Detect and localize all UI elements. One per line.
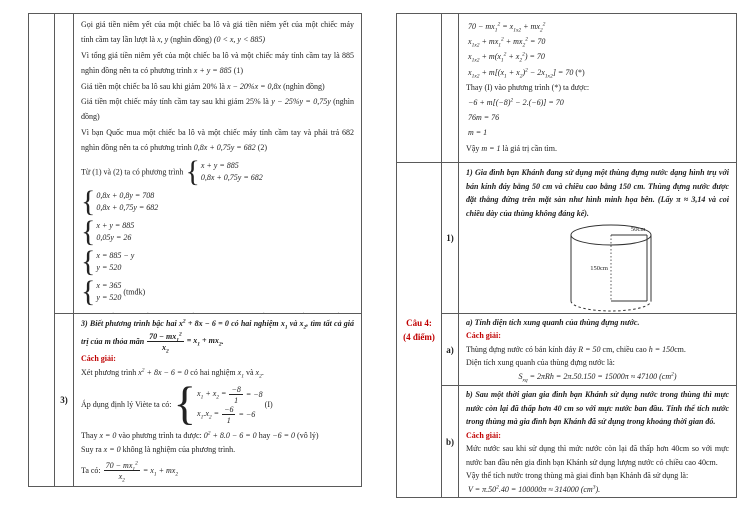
doc-line: b) Sau một thời gian gia đình bạn Khánh sử dụng nước trong thùng thì mực nước còn lại đã thấp hơn 40 cm so với mực nước ban đầu. Tính thể tích nước trong thùng mà gia đình bạn Khánh đã sử dụng trong khoảng thời gian đó. bbox=[466, 390, 729, 426]
doc-line: $S_{xq} = 2\pi Rh = 2\pi.50.150 = 15000\pi \approx 47100$ $(cm^2)$ bbox=[518, 370, 677, 384]
page-right-main bbox=[397, 14, 736, 497]
row-part-a bbox=[442, 314, 736, 386]
doc-line: Giá tiền một chiếc ba lô sau khi giảm 20% là x − 20%x = 0,8x (nghìn đồng) bbox=[81, 81, 325, 91]
question4-points: (4 điểm) bbox=[403, 332, 435, 342]
row-part-b bbox=[442, 386, 736, 497]
doc-line: $-6 + m[(-8)^2 - 2.(-6)] = 70$ bbox=[468, 97, 564, 108]
doc-line: Vậy m = 1 là giá trị cần tìm. bbox=[466, 143, 557, 153]
question4-rows bbox=[442, 163, 736, 497]
solution-content bbox=[459, 314, 736, 385]
question4-label: Câu 4: bbox=[406, 318, 432, 328]
doc-line: Áp dụng định lý Viète ta có: { $x_1 + x_2$ = $\frac{-8}{1}$ = −8 $x_1.x_2$ = $\frac{-6}{1}$ = −6 (I) bbox=[81, 377, 273, 430]
doc-line: a) Tính diện tích xung quanh của thùng đựng nước. bbox=[466, 318, 640, 327]
row-question4-group bbox=[397, 163, 736, 497]
doc-line: Cách giải: bbox=[81, 353, 116, 363]
doc-line bbox=[81, 309, 354, 313]
doc-line: Thay x = 0 vào phương trình ta được: $0^2 + 8.0 - 6 = 0$ hay −6 = 0 (vô lý) bbox=[81, 430, 319, 440]
solution-content bbox=[459, 14, 736, 162]
doc-line: Xét phương trình $x^2 + 8x - 6 = 0$ có hai nghiệm $x_1$ và $x_2$. bbox=[81, 367, 264, 380]
height-dimension-label: 150cm bbox=[590, 265, 608, 272]
doc-line: 3) Biết phương trình bậc hai $x^2 + 8x - 6 = 0$ có hai nghiệm $x_1$ và $x_2$, tìm tất cả giá trị của m thỏa mãn $\frac{70 - mx_1^2}{x_2}$ = $x_1 + mx_2$. bbox=[81, 318, 354, 355]
doc-line: { x + y = 885 0,05y = 26 bbox=[81, 214, 135, 248]
question4-label-cell bbox=[397, 163, 442, 497]
item-number-cell: b) bbox=[442, 386, 459, 497]
solution-content bbox=[459, 163, 736, 313]
cylinder-figure bbox=[466, 222, 729, 313]
question-label-column-left bbox=[29, 14, 55, 486]
doc-line: Vậy thể tích nước trong thùng mà giai đình bạn Khánh đã sử dụng là: bbox=[466, 471, 689, 480]
item-number-cell bbox=[55, 14, 74, 313]
doc-line: Suy ra x = 0 không là nghiệm của phương trình. bbox=[81, 445, 236, 455]
row-question3 bbox=[55, 314, 361, 486]
doc-line: Mức nước sau khi sử dụng thì mức nước còn lại đã thấp hơn 40cm so với mực nước ban đầu nên gia đình bạn Khánh sử dụng lượng nước có chiều cao 40cm. bbox=[466, 444, 729, 467]
doc-line: Cách giải: bbox=[466, 331, 501, 341]
solution-content bbox=[459, 386, 736, 497]
page-right bbox=[396, 13, 737, 498]
item-number-cell: a) bbox=[442, 314, 459, 385]
doc-line: Cách giải: bbox=[466, 430, 501, 440]
doc-line: $V = \pi.50^2.40 = 100000\pi \approx 314000$ $(cm^3)$. bbox=[468, 483, 601, 494]
doc-line: Diện tích xung quanh của thùng đựng nước là: bbox=[466, 358, 615, 368]
doc-line: { x = 885 − y y = 520 bbox=[81, 244, 135, 278]
row-question3-continued bbox=[397, 14, 736, 163]
doc-line: $70 - mx_1^2 = x_{1x2} + mx_2^2$ bbox=[468, 21, 546, 34]
doc-line: Vì tổng giá tiền niêm yết của một chiếc ba lô và một chiếc máy tính cầm tay là 885 nghìn đồng nên ta có phương trình x + y = 885 (1) bbox=[81, 50, 354, 76]
row-part1 bbox=[442, 163, 736, 314]
cylinder-drawing bbox=[466, 222, 730, 313]
solution-content bbox=[74, 314, 361, 486]
radius-dimension-label: 50cm bbox=[631, 226, 646, 233]
doc-line: { 0,8x + 0,8y = 708 0,8x + 0,75y = 682 bbox=[81, 184, 159, 218]
doc-line: $x_{1x2} + m[(x_1 + x_2)^2 - 2x_{1x2}] = 70$ (*) bbox=[468, 66, 585, 80]
page-left bbox=[28, 13, 362, 487]
doc-line: Từ (1) và (2) ta có phương trình { x + y = 885 0,8x + 0,75y = 682 bbox=[81, 154, 263, 188]
doc-line: 76m = 76 bbox=[468, 113, 500, 123]
item-number-cell bbox=[442, 14, 459, 162]
solution-content bbox=[74, 14, 361, 313]
row-question2-solution bbox=[55, 14, 361, 314]
doc-line: Giá tiền một chiếc máy tính cầm tay sau khi giảm 25% là y − 25%y = 0,75y (nghìn đồng) bbox=[81, 97, 354, 122]
doc-line: Vì bạn Quốc mua một chiếc ba lô và một chiếc máy tính cầm tay và phải trả 682 nghìn đồng nên ta có phương trình 0,8x + 0,75y = 682 (2) bbox=[81, 127, 354, 153]
doc-line: m = 1 bbox=[468, 128, 488, 138]
doc-line: 1) Gia đình bạn Khánh đang sử dụng một thùng đựng nước dạng hình trụ với bán kính đáy bằng 50 cm và chiều cao bằng 150 cm. Thùng đựng nước được đặt thẳng đứng trên mặt sàn như hình minh họa bên. (Lấy π ≈ 3,14 và coi chiều dày của thùng không đáng kể). bbox=[466, 168, 729, 218]
doc-line: Gọi giá tiền niêm yết của một chiếc ba lô và giá tiền niêm yết của một chiếc máy tính cầm tay lần lượt là x, y (nghìn đồng) (0 < x, y < 885) bbox=[81, 20, 354, 45]
doc-line: Thùng đựng nước có bán kính đáy R = 50 cm, chiều cao h = 150cm. bbox=[466, 344, 686, 354]
doc-line: $x_{1x2} + mx_1^2 + mx_2^2 = 70$ bbox=[468, 36, 546, 49]
item-number-cell: 1) bbox=[442, 163, 459, 313]
doc-line: Thay (I) vào phương trình (*) ta được: bbox=[466, 82, 590, 92]
doc-line: Ta có: $\frac{70 - mx_1^2}{x_2}$ = $x_1 + mx_2$ bbox=[81, 460, 179, 484]
item-number-cell: 3) bbox=[55, 314, 74, 486]
doc-line: $x_{1x2} + m(x_1^2 + x_2^2) = 70$ bbox=[468, 51, 545, 64]
doc-line: { x = 365 y = 520 (tmđk) bbox=[81, 274, 146, 308]
page-left-main bbox=[55, 14, 361, 486]
question-label-cell-empty bbox=[397, 14, 442, 162]
